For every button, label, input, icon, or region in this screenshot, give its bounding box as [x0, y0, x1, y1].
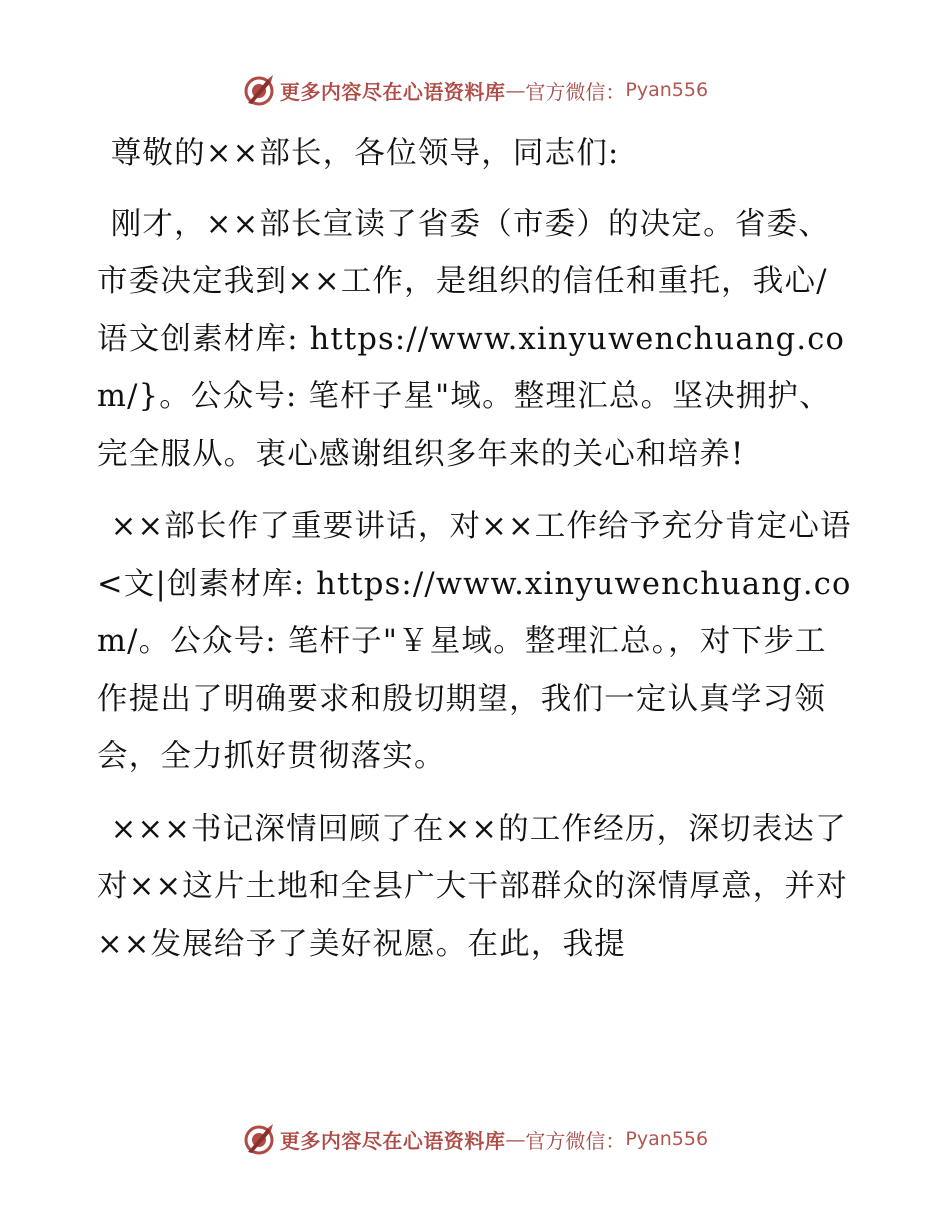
salutation: 尊敬的××部长，各位领导，同志们:: [110, 136, 620, 171]
header-banner: [0, 70, 950, 110]
paragraph: 刚才，××部长宣读了省委（市委）的决定。省委、市委决定我到××工作，是组织的信任和重托，我心/语文创素材库: https://www.xinyuwenchuang.com/}。公众号: 笔杆子星"域。整理汇总。坚决拥护、完全服从。衷心感谢组织多年来的关心和培养!: [97, 206, 846, 472]
quill-pen-seal-icon: [242, 1122, 276, 1156]
banner-account: Pyan556: [625, 79, 709, 101]
quill-pen-seal-icon: [242, 73, 276, 107]
banner-main-text: 更多内容尽在心语资料库: [279, 1128, 506, 1153]
banner-account: Pyan556: [625, 1128, 709, 1150]
banner-label: 官方微信：: [525, 79, 626, 104]
paragraph: ×××书记深情回顾了在××的工作经历，深切表达了对××这片土地和全县广大干部群众的深情厚意，并对××发展给予了美好祝愿。在此，我提: [97, 811, 848, 962]
footer-banner: [0, 1119, 950, 1159]
banner-main-text: 更多内容尽在心语资料库: [279, 79, 506, 104]
banner-separator: —: [505, 78, 526, 102]
banner-separator: —: [505, 1127, 526, 1151]
banner-label: 官方微信：: [525, 1128, 626, 1153]
document-body: [97, 125, 857, 988]
paragraph: ××部长作了重要讲话，对××工作给予充分肯定心语<文|创素材库: https://www.xinyuwenchuang.com/。公众号: 笔杆子"￥星域。整理汇总。，对下步工作提出了明确要求和殷切期望，我们一定认真学习领会，全力抓好贯彻落实。: [97, 509, 852, 774]
